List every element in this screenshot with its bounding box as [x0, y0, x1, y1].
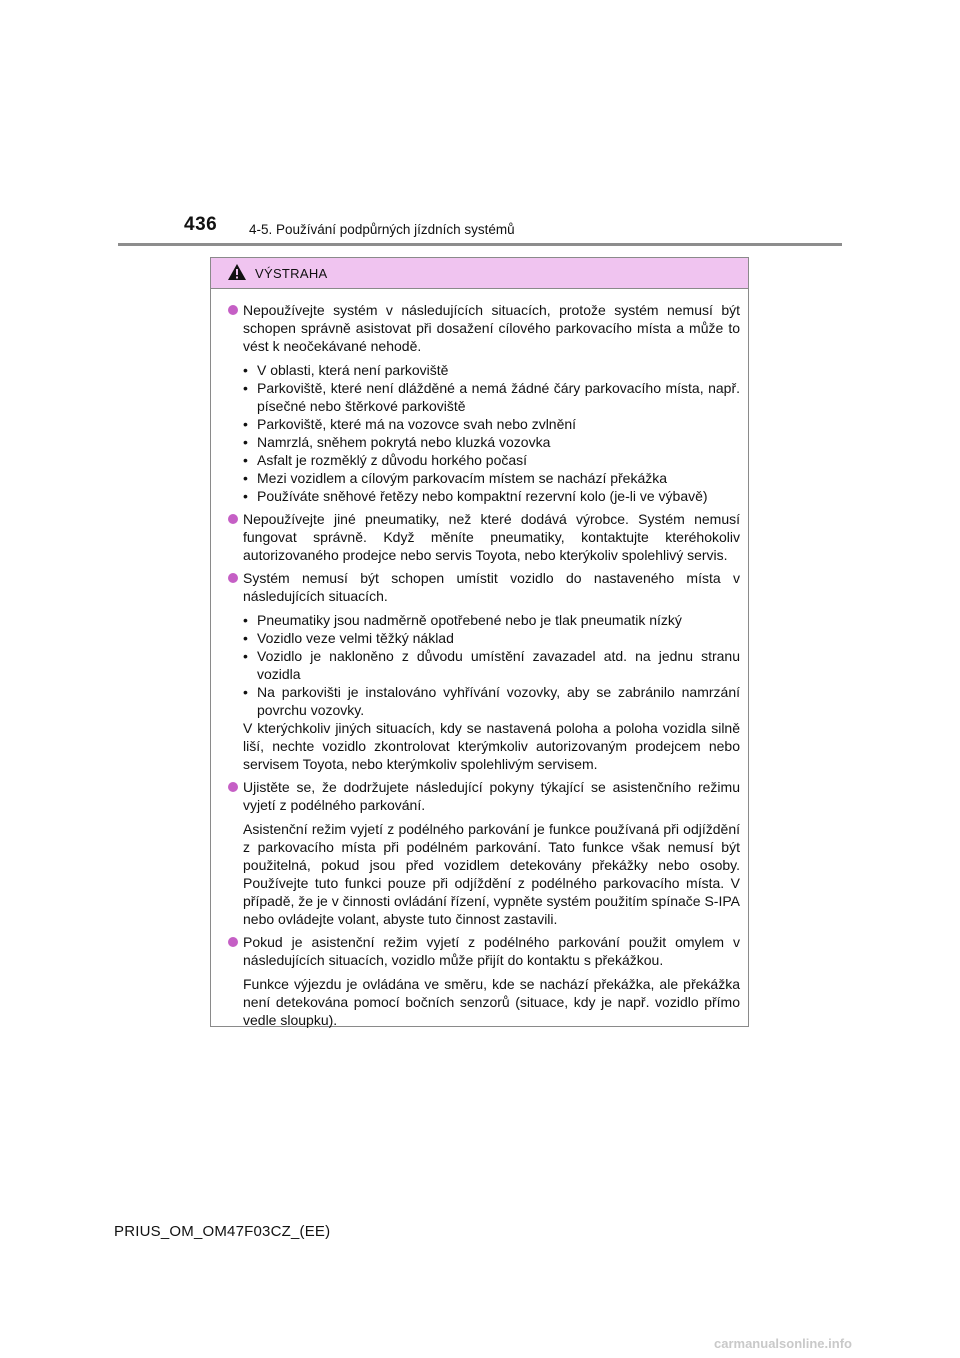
- watermark: carmanualsonline.info: [714, 1336, 852, 1351]
- header-divider: [118, 243, 842, 246]
- warning-item-note: Funkce výjezdu je ovládána ve směru, kde se nachází překážka, ale překážka není detekována pomocí bočních senzorů (situace, kdy je např. vozidlo přímo vedle sloupku).: [243, 976, 740, 1028]
- warning-item-note: Asistenční režim vyjetí z podélného parkování je funkce používaná při odjíždění z parkovacího místa při podélném parkování. Tato funkce však nemusí být použitelná, pokud jsou před vozidlem detekovány překážky nebo osoby. Používejte tuto funkci pouze při odjíždění z podélného parkovacího místa. V případě, že je v činnosti ovládání řízení, vypněte systém použitím spínače S-IPA nebo ovládejte volant, abyste tuto činnost zastavili.: [243, 821, 740, 927]
- sub-list-item: • Mezi vozidlem a cílovým parkovacím místem se nachází překážka: [243, 469, 740, 487]
- warning-item: [227, 933, 740, 1029]
- sub-list-item: • Asfalt je rozměklý z důvodu horkého počasí: [243, 451, 740, 469]
- bullet-dot-icon: [228, 937, 238, 947]
- warning-header: [211, 258, 748, 289]
- sub-list-item: • Pneumatiky jsou nadměrně opotřebené nebo je tlak pneumatik nízký: [243, 611, 740, 629]
- sub-list-item: • Vozidlo veze velmi těžký náklad: [243, 629, 740, 647]
- page-header: [0, 0, 960, 250]
- sub-list-item: • Používáte sněhové řetězy nebo kompaktní rezervní kolo (je-li ve výbavě): [243, 487, 740, 505]
- page-number: 436: [184, 214, 218, 235]
- warning-item-text: Ujistěte se, že dodržujete následující pokyny týkající se asistenčního režimu vyjetí z podélného parkování.: [243, 779, 740, 813]
- warning-item: [227, 569, 740, 773]
- document-code: PRIUS_OM_OM47F03CZ_(EE): [114, 1223, 331, 1240]
- warning-item: [227, 778, 740, 928]
- sub-list-item: • V oblasti, která není parkoviště: [243, 361, 740, 379]
- bullet-dot-icon: [228, 573, 238, 583]
- warning-body: [211, 289, 748, 1029]
- sub-list: [243, 361, 740, 505]
- bullet-dot-icon: [228, 782, 238, 792]
- sub-list-item: • Parkoviště, které není dlážděné a nemá žádné čáry parkovacího místa, např. písečné nebo štěrkové parkoviště: [243, 379, 740, 415]
- warning-title: VÝSTRAHA: [255, 266, 328, 281]
- bullet-dot-icon: [228, 514, 238, 524]
- sub-list-item: • Namrzlá, sněhem pokrytá nebo kluzká vozovka: [243, 433, 740, 451]
- warning-item: [227, 510, 740, 564]
- warning-item: [227, 301, 740, 505]
- sub-list-item: • Parkoviště, které má na vozovce svah nebo zvlnění: [243, 415, 740, 433]
- sub-list-item: • Vozidlo je nakloněno z důvodu umístění zavazadel atd. na jednu stranu vozidla: [243, 647, 740, 683]
- bullet-dot-icon: [228, 305, 238, 315]
- warning-item-text: Nepoužívejte jiné pneumatiky, než které dodává výrobce. Systém nemusí fungovat správně. Když měníte pneumatiky, kontaktujte kteréhokoliv autorizovaného prodejce nebo servis Toyota, nebo kterýkoliv spolehlivý servis.: [243, 511, 740, 563]
- sub-list-item: • Na parkovišti je instalováno vyhřívání vozovky, aby se zabránilo namrzání povrchu vozovky.: [243, 683, 740, 719]
- section-title: 4-5. Používání podpůrných jízdních systémů: [249, 222, 515, 237]
- warning-box: [210, 257, 749, 1027]
- warning-triangle-icon: [227, 263, 247, 281]
- warning-item-text: Pokud je asistenční režim vyjetí z podélného parkování použit omylem v následujících situacích, vozidlo může přijít do kontaktu s překážkou.: [243, 934, 740, 968]
- warning-item-text: Nepoužívejte systém v následujících situacích, protože systém nemusí být schopen správně asistovat při dosažení cílového parkovacího místa a může to vést k neočekávané nehodě.: [243, 302, 740, 354]
- sub-list: [243, 611, 740, 719]
- warning-item-note: V kterýchkoliv jiných situacích, kdy se nastavená poloha a poloha vozidla silně liší, nechte vozidlo zkontrolovat kterýmkoliv autorizovaným prodejcem nebo servisem Toyota, nebo kterýmkoliv spolehlivým servisem.: [243, 720, 740, 772]
- warning-item-text: Systém nemusí být schopen umístit vozidlo do nastaveného místa v následujících situacích.: [243, 570, 740, 604]
